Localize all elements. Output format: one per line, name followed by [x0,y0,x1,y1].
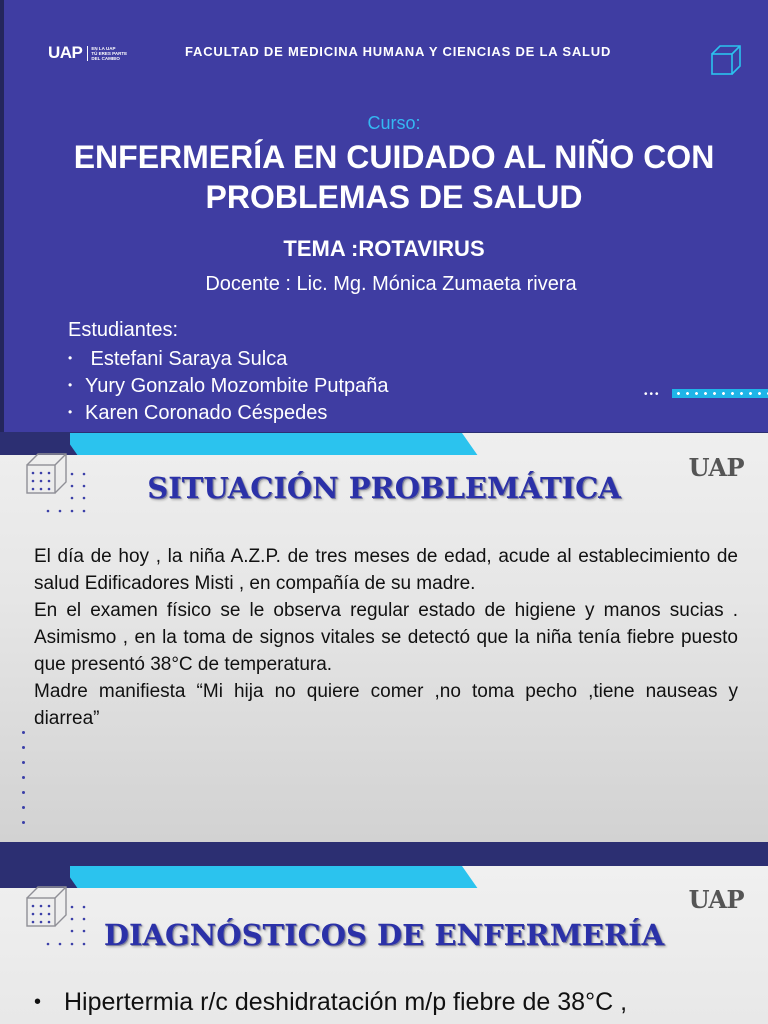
logo-tagline-line: DEL CAMBIO [91,55,120,61]
students-list [68,346,389,427]
paragraph: En el examen físico se le observa regular estado de higiene y manos sucias . Asimismo , en la toma de signos vitales se detectó que la niña tenía fiebre puesto que presentó 38°C de temperatura. [34,600,738,675]
student-item [68,373,389,400]
student-name: Karen Coronado Céspedes [85,402,328,424]
course-label: Curso: [367,113,421,133]
logo-text: UAP [48,43,83,62]
course-title [20,137,768,217]
uap-logo: UAP [688,453,744,482]
course-title-line: ENFERMERÍA EN CUIDADO AL NIÑO CON [73,139,715,175]
student-item [68,346,389,373]
cyan-stripe [62,433,477,455]
bullet-icon: • [68,351,73,365]
problem-slide [0,433,768,842]
student-name: Yury Gonzalo Mozombite Putpaña [85,375,389,397]
cube-icon [709,43,743,77]
logo-tagline [87,46,127,61]
student-name: Estefani Saraya Sulca [85,348,288,370]
diagnosis-text: Hipertermia r/c deshidratación m/p fiebre de 38°C , [64,988,628,1016]
decorative-dot-line [644,389,768,398]
slide-edge [0,0,4,432]
bullet-icon: • [68,405,73,419]
students-label: Estudiantes: [68,319,179,341]
diagnosis-item [34,988,627,1017]
uap-logo: UAP [688,885,744,914]
problem-text [34,543,738,732]
logo-tagline-line: EN LA UAP [91,45,116,51]
teacher: Docente : Lic. Mg. Mónica Zumaeta rivera [205,273,577,295]
bullet-icon: • [34,991,42,1013]
slide-title: SITUACIÓN PROBLEMÁTICA [147,471,621,505]
title-slide [0,0,768,432]
dotted-bar [672,389,768,398]
topic: TEMA :ROTAVIRUS [283,236,485,261]
logo-tagline-line: TÚ ERES PARTE [91,50,128,56]
paragraph: Madre manifiesta “Mi hija no quiere comer ,no toma pecho ,tiene nauseas y diarrea” [34,681,738,729]
slide-title: DIAGNÓSTICOS DE ENFERMERÍA [103,918,665,952]
cyan-stripe [62,866,477,888]
diagnosis-slide [0,866,768,1024]
bullet-icon: • [68,378,73,392]
vertical-dots [22,731,28,836]
faculty-name: FACULTAD DE MEDICINA HUMANA Y CIENCIAS DE LA SALUD [185,44,612,59]
course-title-line: PROBLEMAS DE SALUD [205,179,583,215]
uap-logo [48,43,127,63]
student-item [68,400,389,427]
dots-icon: ••• [644,389,661,400]
paragraph: El día de hoy , la niña A.Z.P. de tres meses de edad, acude al establecimiento de salud Edificadores Misti , en compañía de su madre. [34,546,738,594]
